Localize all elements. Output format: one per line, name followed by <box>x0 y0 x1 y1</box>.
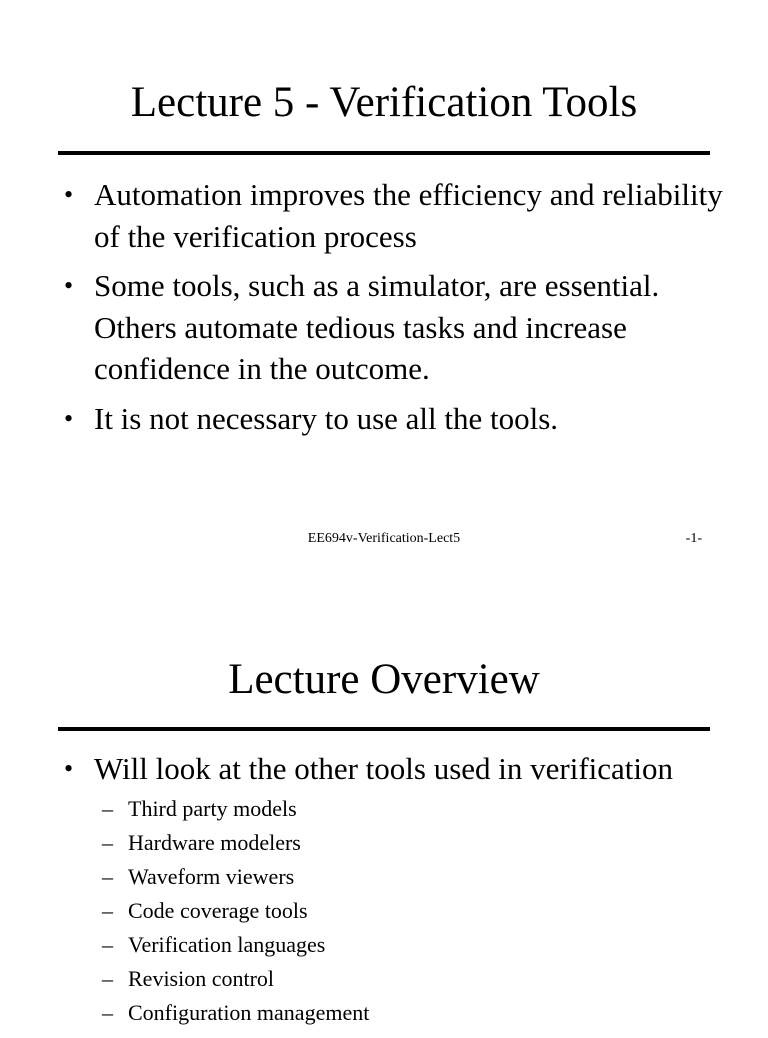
slide-2 <box>0 576 768 1024</box>
page-number: -1- <box>685 531 702 546</box>
sub-bullet-item <box>94 826 728 860</box>
sub-bullet-text: Revision control <box>128 965 275 991</box>
sub-bullet-item <box>94 962 728 996</box>
sub-bullet-text: Code coverage tools <box>128 897 308 923</box>
sub-bullet-text: Waveform viewers <box>128 863 295 889</box>
sub-bullet-item <box>94 860 728 894</box>
title-divider <box>58 727 710 731</box>
bullet-text: Some tools, such as a simulator, are essential. Others automate tedious tasks and increase confidence in the outcome. <box>94 268 660 386</box>
bullet-text: Will look at the other tools used in verification <box>94 751 674 786</box>
sub-bullet-text: Verification languages <box>128 931 326 957</box>
sub-bullet-item <box>94 928 728 962</box>
bullet-item <box>0 398 768 440</box>
bullet-list <box>0 748 768 1038</box>
sub-bullet-text: Third party models <box>128 795 297 821</box>
bullet-icon: • <box>64 271 74 300</box>
bullet-item <box>0 748 768 1030</box>
slide-footer: EE694v-Verification-Lect5 <box>307 531 461 546</box>
dash-icon: – <box>102 829 113 855</box>
bullet-item <box>0 265 768 390</box>
sub-bullet-item <box>94 894 728 928</box>
bullet-icon: • <box>64 403 74 433</box>
slide-title: Lecture Overview <box>228 656 540 703</box>
bullet-list <box>0 174 768 447</box>
bullet-icon: • <box>64 180 74 209</box>
dash-icon: – <box>102 863 113 889</box>
bullet-icon: • <box>64 754 74 783</box>
dash-icon: – <box>102 999 113 1025</box>
sub-bullet-item <box>94 792 728 826</box>
sub-bullet-text: Hardware modelers <box>128 829 301 855</box>
dash-icon: – <box>102 897 113 923</box>
dash-icon: – <box>102 965 113 991</box>
slide-title: Lecture 5 - Verification Tools <box>130 79 638 126</box>
dash-icon: – <box>102 795 113 821</box>
bullet-text: Automation improves the efficiency and reliability of the verification process <box>94 177 723 254</box>
bullet-text: It is not necessary to use all the tools. <box>94 400 559 436</box>
sub-bullet-text: Configuration management <box>128 999 370 1025</box>
bullet-item <box>0 174 768 257</box>
title-divider <box>58 151 710 155</box>
sub-bullet-list <box>94 792 728 1030</box>
dash-icon: – <box>102 931 113 957</box>
sub-bullet-item <box>94 996 728 1030</box>
